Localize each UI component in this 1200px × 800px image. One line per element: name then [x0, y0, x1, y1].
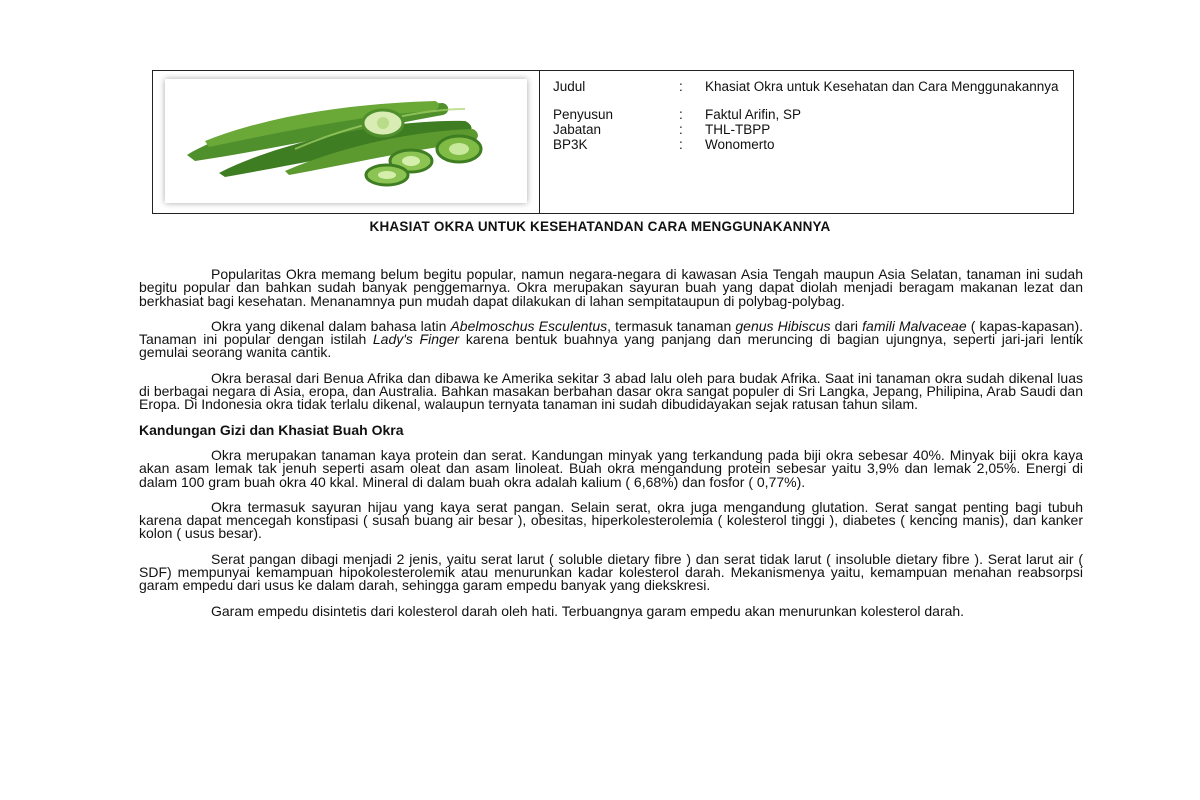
document-body [139, 268, 1083, 630]
meta-value: Wonomerto [705, 137, 775, 152]
meta-colon: : [679, 122, 683, 137]
meta-row-bp3k [553, 137, 1063, 152]
meta-value: Khasiat Okra untuk Kesehatan dan Cara Menggunakannya [705, 79, 1059, 94]
meta-value: Faktul Arifin, SP [705, 107, 802, 122]
meta-colon: : [679, 79, 683, 94]
header-divider [539, 71, 540, 214]
meta-row-penyusun [553, 107, 1063, 122]
paragraph: Okra merupakan tanaman kaya protein dan serat. Kandungan minyak yang terkandung pada biji okra sebesar 40%. Minyak biji okra kaya akan asam lemak tak jenuh seperti asam oleat dan asam linoleat. Buah okra mengandung protein sebesar yaitu 3,9% dan lemak 2,05%. Energi di dalam 100 gram buah okra 40 kkal. Mineral di dalam buah okra adalah kalium ( 6,68%) dan fosfor ( 0,77%). [139, 446, 1083, 490]
paragraph: Okra termasuk sayuran hijau yang kaya serat pangan. Selain serat, okra juga mengandung glutation. Serat sangat penting bagi tubuh karena dapat mencegah konstipasi ( susah buang air besar ), obesitas, hiperkolesterolemia ( kolesterol tinggi ), diabetes ( kencing manis), dan kanker kolon ( usus besar). [139, 498, 1083, 542]
okra-image [165, 79, 527, 203]
paragraph: Okra berasal dari Benua Afrika dan dibawa ke Amerika sekitar 3 abad lalu oleh para budak Afrika. Saat ini tanaman okra sudah dikenal luas di berbagai negara di Asia, eropa, dan Australia. Bahkan masakan berbahan dasar okra sangat populer di Sri Langka, Jepang, Philipina, Arab Saudi dan Eropa. Di Indonesia okra tidak terlalu dikenal, walaupun ternyata tanaman ini sudah dibudidayakan sejak ratusan tahun silam. [139, 369, 1083, 413]
meta-colon: : [679, 107, 683, 122]
paragraph: Popularitas Okra memang belum begitu popular, namun negara-negara di kawasan Asia Tengah maupun Asia Selatan, tanaman ini sudah begitu popular dan bahkan sudah banyak penggemarnya. Okra merupakan sayuran buah yang dapat diolah menjadi beragam makanan lezat dan berkhasiat bagi kesehatan. Menanamnya pun mudah dapat dilakukan di lahan sempitataupun di polybag-polybag. [139, 266, 1083, 309]
document-title: KHASIAT OKRA UNTUK KESEHATANDAN CARA MENGGUNAKANNYA [369, 219, 831, 234]
paragraph: Serat pangan dibagi menjadi 2 jenis, yaitu serat larut ( soluble dietary fibre ) dan serat tidak larut ( insoluble dietary fibre ). Serat larut air ( SDF) mempunyai kemampuan hipokolesterolemik atau menurunkan kadar kolesterol darah. Mekanismenya yaitu, kemampuan menahan reabsorpsi garam empedu dari usus ke dalam darah, sehingga garam empedu banyak yang diekskresi. [139, 550, 1083, 594]
metadata-table [553, 79, 1063, 152]
meta-label: Penyusun [553, 107, 614, 122]
paragraph: Okra yang dikenal dalam bahasa latin Abelmoschus Esculentus, termasuk tanaman genus Hibiscus dari famili Malvaceae ( kapas-kapasan). Tanaman ini popular dengan istilah Lady's Finger karena bentuk buahnya yang panjang dan meruncing di bagian ujungnya, seperti jari-jari lentik gemulai seorang wanita cantik. [139, 317, 1084, 361]
okra-photo [165, 79, 527, 203]
paragraph: Garam empedu disintetis dari kolesterol darah oleh hati. Terbuangnya garam empedu akan menurunkan kolesterol darah. [211, 602, 965, 619]
meta-value: THL-TBPP [705, 122, 771, 137]
meta-label: BP3K [553, 137, 588, 152]
section-heading: Kandungan Gizi dan Khasiat Buah Okra [139, 421, 404, 438]
header-box [152, 70, 1074, 214]
meta-colon: : [679, 137, 683, 152]
meta-label: Jabatan [553, 122, 602, 137]
meta-label: Judul [553, 79, 586, 94]
meta-row-jabatan [553, 122, 1063, 137]
meta-row-judul [553, 79, 1063, 94]
